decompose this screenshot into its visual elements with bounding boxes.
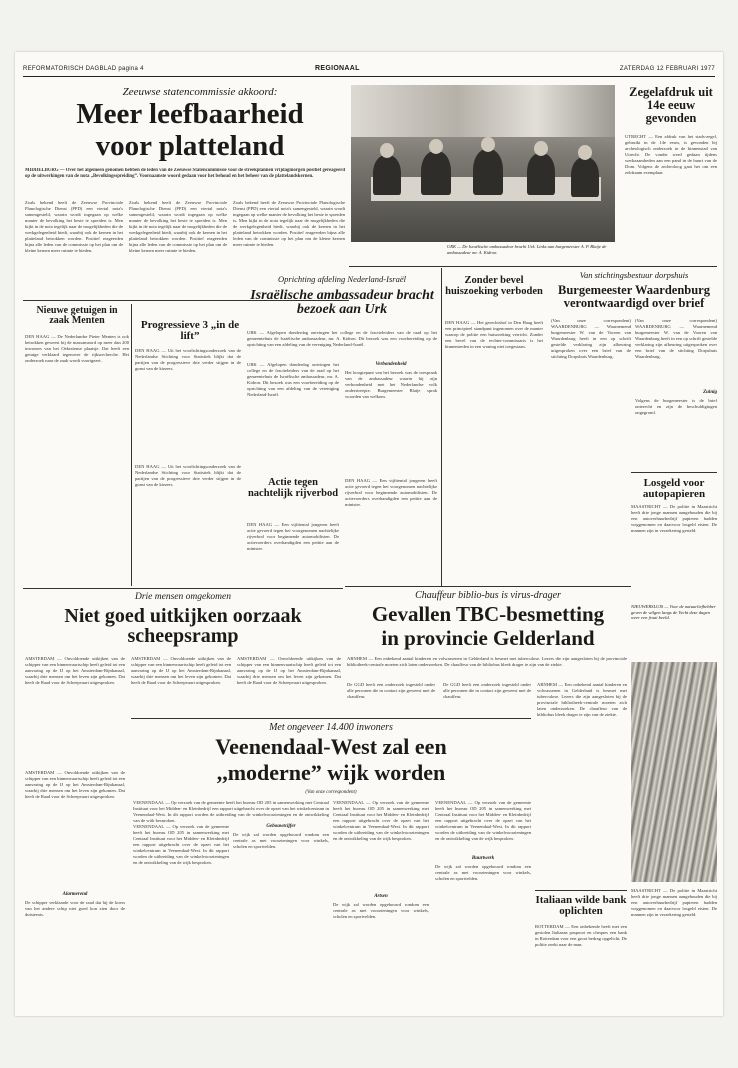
tbc-body-col1: De GGD heeft een onderzoek ingesteld onder alle personen die in contact zijn geweest met de chauffeur. — [347, 682, 435, 699]
lead-kicker: Zeeuwse statencommissie akkoord: — [122, 86, 278, 98]
lead-body-col1: Zoals bekend heeft de Zeeuwse Provinciale Planologische Dienst (PPD) een viertal nota's samengesteld, waarin wordt ingegaan op welke manier de bevolking het beste te spreiden is. Men kijkt in de nota tegelijk naar de mogelijkheden die de werkgelegenheid biedt, waarbij ook de kernen in het platteland betrokken worden. Positief reageerden bijna alle leden van de commissie op het plan om de kleine kernen meer ruimte te bieden. — [25, 200, 123, 253]
lead-intro: MIDDELBURG — Over het algemeen genomen hebben de leden van de Zeeuwse Statencommissie voor de streekplannen vrijdagmorgen positief gereageerd op de uitwerkingen van de nota „Bevolkingsspreiding”. Voornaamste woord gedaan voor het behoud en het beheer van de plattelandskernen. — [25, 168, 345, 179]
tbc-kicker: Chauffeur biblio-bus is virus-drager — [415, 590, 561, 601]
veenendaal-body-col3-end: De wijk zal worden opgebouwd rondom een centrale as met voorzieningen voor winkels, scholen en sportvelden. — [333, 902, 429, 919]
zegel-headline: Zegelafdruk uit 14e eeuw gevonden — [629, 85, 713, 125]
divider — [131, 304, 132, 586]
stichting-body-col2: (Van onze correspondent) WAARDENBURG — Waarnemend burgemeester W. van de Vooren van Waardenburg heeft in een op schrift gestelde verklaring zijn afkeuring uitgesproken over een brief van de stichting Dorpshuis Waardenburg. — [635, 318, 717, 359]
israel-body-col1: URK — Afgelopen donderdag ontvingen het college en de fractieleiders van de raad op het gemeentehuis de Israëlische ambassadeur, mr. A. Kidron. Dit bezoek was een voorbereiding op de oprichting van een afdeling van de vereniging Nederland-Israël. — [247, 362, 339, 397]
photo-person — [473, 149, 503, 195]
progressieve-headline: Progressieve 3 „in de lift” — [140, 319, 240, 343]
photo-person-head — [481, 137, 495, 152]
divider — [631, 472, 717, 473]
tbc-headline-2: in provincie Gelderland — [381, 626, 595, 650]
photo-person-head — [429, 139, 443, 154]
tbc-body-col2: De GGD heeft een onderzoek ingesteld onder alle personen die in contact zijn geweest met de chauffeur. — [443, 682, 531, 699]
photo-person — [373, 155, 401, 195]
progressieve-body-2: DEN HAAG — Uit het voorlichtingsonderzoek van de Nederlandse Stichting voor Statistiek blijkt dat de partijen van de progressieve drie verder stijgen in de gunst van de kiezers. — [135, 464, 241, 487]
photo-wall — [351, 85, 615, 137]
stichting-body-col1: (Van onze correspondent) WAARDENBURG — Waarnemend burgemeester W. van de Vooren van Waardenburg heeft in een op schrift gestelde verklaring zijn afkeuring uitgesproken over een brief van de stichting Dorpshuis Waardenburg. — [551, 318, 631, 359]
israel-headline: Israëlische ambassadeur bracht bezoek aan Urk — [250, 288, 434, 318]
israel-body: URK — Afgelopen donderdag ontvingen het college en de fractieleiders van de raad op het gemeentehuis de Israëlische ambassadeur, mr. A. Kidron. Dit bezoek was een voorbereiding op de oprichting van een afdeling van de vereniging Nederland-Israël. — [247, 330, 437, 347]
veenendaal-body-col4-end: De wijk zal worden opgebouwd rondom een centrale as met voorzieningen voor winkels, scholen en sportvelden. — [435, 864, 531, 881]
scheepsramp-sub: Alarmerend — [62, 892, 88, 897]
veenendaal-headline-1: Veenendaal-West zal een — [215, 734, 447, 759]
photo-person-head — [534, 141, 548, 156]
losgeld-body: MAASTRICHT — De politie in Maastricht heeft drie jonge mannen aangehouden die bij een autoverhuurbedrijf papieren hadden weggenomen en daarvoor losgeld eisten. De mannen zijn in verzekering gesteld. — [631, 504, 717, 533]
zonder-bevel-headline: Zonder bevel huiszoeking verboden — [445, 275, 543, 297]
divider — [345, 586, 631, 587]
scheepsramp-kicker: Drie mensen omgekomen — [134, 592, 232, 602]
meeting-photo — [351, 85, 615, 242]
scheepsramp-body-col1-end: De schipper verklaarde voor de raad dat hij de koers van het andere schip niet goed kon zien door de duisternis. — [25, 900, 125, 917]
veenendaal-sub-3: Buurtwerk — [471, 856, 495, 861]
veenendaal-sub-2: Artsen — [374, 894, 388, 899]
veenendaal-intro: VEENENDAAL — Op verzoek van de gemeente heeft het bureau OD 205 in samenwerking met Centraal Instituut voor het Midden- en Kleinbedrijf een rapport uitgebracht over de opzet van het winkelcentrum in Veenendaal-West. In dit rapport worden de uitbreiding van de winkelvoorzieningen en de ontwikkeling van de wijk besproken. — [133, 800, 329, 822]
tbc-intro: ARNHEM — Een onbekend aantal kinderen en volwassenen in Gelderland is besmet met tuberculose. Lezers die zijn aangesloten bij de provinciale bibliotheek-centrale moeten zich laten onderzoeken. De chauffeur van de bibliobus bleek drager te zijn van de ziekte. — [347, 656, 627, 667]
lead-body-col2: Zoals bekend heeft de Zeeuwse Provinciale Planologische Dienst (PPD) een viertal nota's samengesteld, waarin wordt ingegaan op welke manier de bevolking het beste te spreiden is. Men kijkt in de nota tegelijk naar de mogelijkheden die de werkgelegenheid biedt, waarbij ook de kernen in het platteland betrokken worden. Positief reageerden bijna alle leden van de commissie op het plan om de kleine kernen meer ruimte te bieden. — [129, 200, 227, 253]
divider — [441, 268, 442, 586]
scheepsramp-headline: Niet goed uitkijken oorzaak scheepsramp — [64, 605, 302, 648]
actie-body-2: DEN HAAG — Een vijftiental jongeren heeft actie gevoerd tegen het voorgenomen nachtelijke rijverbod voor beginnende automobilisten. De actievoerders overhandigden een petitie aan de minister. — [247, 522, 339, 551]
menten-body: DEN HAAG — De Nederlandse Pieter Menten is ook betrokken geweest bij de massamoord op meer dan 200 inwoners van het Oekraïense plaatsje. Dat heeft een getuige verklaard tegenover de rijksrecherche. Het onderzoek naar de zaak wordt voortgezet. — [25, 334, 129, 363]
losgeld-headline: Losgeld voor autopapieren — [642, 477, 706, 501]
italiaan-headline: Italiaan wilde bank oplichten — [535, 894, 627, 918]
photo-caption: URK — De Israëlische ambassadeur bracht Urk. Links aan burgemeester A. P. Blaije de ambassadeur mr. A. Kidron. — [447, 244, 607, 255]
divider — [131, 718, 531, 719]
willows-photo — [631, 662, 717, 882]
veenendaal-byline: (Van onze correspondent) — [305, 790, 357, 795]
scheepsramp-body-col2: AMSTERDAM — Onvoldoende uitkijken van de schipper van een binnenvaartschip heeft geleid tot een aanvaring op de IJ op het Amsterdam-Rijnkanaal, waarbij drie mensen om het leven zijn gekomen. Dat heeft de Raad voor de Scheepvaart uitgesproken. — [131, 656, 231, 685]
masthead-date: ZATERDAG 12 FEBRUARI 1977 — [619, 66, 715, 72]
photo-person-head — [578, 145, 592, 160]
scheepsramp-body-col1-cont: AMSTERDAM — Onvoldoende uitkijken van de schipper van een binnenvaartschip heeft geleid tot een aanvaring op de IJ op het Amsterdam-Rijnkanaal, waarbij drie mensen om het leven zijn gekomen. Dat heeft de Raad voor de Scheepvaart uitgesproken. — [25, 770, 125, 799]
tbc-headline-1: Gevallen TBC-besmetting — [371, 602, 605, 626]
masthead-paper: REFORMATORISCH DAGBLAD pagina 4 — [23, 66, 144, 72]
newspaper-page — [15, 52, 723, 1016]
veenendaal-headline-2: ,,moderne” wijk worden — [216, 760, 446, 785]
stichting-sub: Zuinig — [703, 390, 717, 395]
menten-headline: Nieuwe getuigen in zaak Menten — [36, 305, 118, 327]
italiaan-body: ROTTERDAM — Een onbekende heeft met een gestolen Italiaans paspoort en cheques een bank in Rotterdam voor een groot bedrag opgelicht. De politie zoekt naar de man. — [535, 924, 627, 947]
veenendaal-body-col2: De wijk zal worden opgebouwd rondom een centrale as met voorzieningen voor winkels, scholen en sportvelden. — [233, 832, 329, 849]
stichting-headline: Burgemeester Waardenburg verontwaardigd over brief — [558, 283, 710, 310]
israel-body-col2: Het hoogtepunt van het bezoek was de toespraak van de ambassadeur waarin hij zijn verbondenheid met het Nederlandse volk onderstreepte. Burgemeester Blaije sprak woorden van welkom. — [345, 370, 437, 399]
lead-headline-2: voor platteland — [95, 130, 285, 162]
stichting-body-col3: Volgens de burgemeester is de brief onterecht en zijn de beschuldigingen ongegrond. — [635, 398, 717, 415]
scheepsramp-body-col3: AMSTERDAM — Onvoldoende uitkijken van de schipper van een binnenvaartschip heeft geleid tot een aanvaring op de IJ op het Amsterdam-Rijnkanaal, waarbij drie mensen om het leven zijn gekomen. Dat heeft de Raad voor de Scheepvaart uitgesproken. — [237, 656, 341, 685]
scheepsramp-body-col1: AMSTERDAM — Onvoldoende uitkijken van de schipper van een binnenvaartschip heeft geleid tot een aanvaring op de IJ op het Amsterdam-Rijnkanaal, waarbij drie mensen om het leven zijn gekomen. Dat heeft de Raad voor de Scheepvaart uitgesproken. — [25, 656, 125, 685]
veenendaal-sub-1: Gebouwtcijfer — [266, 824, 296, 829]
israel-kicker: Oprichting afdeling Nederland-Israël — [278, 274, 406, 284]
veenendaal-kicker: Met ongeveer 14.400 inwoners — [269, 722, 393, 733]
lead-headline-1: Meer leefbaarheid — [76, 98, 304, 130]
divider — [23, 588, 343, 589]
masthead — [23, 64, 715, 77]
veenendaal-body-col3: VEENENDAAL — Op verzoek van de gemeente heeft het bureau OD 205 in samenwerking met Centraal Instituut voor het Midden- en Kleinbedrijf een rapport uitgebracht over de opzet van het winkelcentrum in Veenendaal-West. In dit rapport worden de uitbreiding van de winkelvoorzieningen en de ontwikkeling van de wijk besproken. — [333, 800, 429, 841]
tbc-body-col3: ARNHEM — Een onbekend aantal kinderen en volwassenen in Gelderland is besmet met tuberculose. Lezers die zijn aangesloten bij de provinciale bibliotheek-centrale moeten zich laten onderzoeken. De chauffeur van de bibliobus bleek drager te zijn van de ziekte. — [537, 682, 627, 717]
lead-body-col3: Zoals bekend heeft de Zeeuwse Provinciale Planologische Dienst (PPD) een viertal nota's samengesteld, waarin wordt ingegaan op welke manier de bevolking het beste te spreiden is. Men kijkt in de nota tegelijk naar de mogelijkheden die de werkgelegenheid biedt, waarbij ook de kernen in het platteland betrokken worden. Positief reageerden bijna alle leden van de commissie op het plan om de kleine kernen meer ruimte te bieden. — [233, 200, 345, 247]
photo-person — [527, 153, 555, 195]
divider — [349, 266, 717, 267]
stichting-kicker: Van stichtingsbestuur dorpshuis — [579, 270, 689, 280]
masthead-section: REGIONAAL — [315, 65, 360, 72]
photo-person — [421, 151, 451, 195]
photo-person-head — [380, 143, 394, 158]
wilgen-caption: NIEUWERSLUIS — Voor de natuurliefhebber geven de wilgen langs de Vecht deze dagen weer een fraai beeld. — [631, 604, 716, 620]
divider — [535, 890, 627, 891]
zonder-bevel-body: DEN HAAG — Het gerechtshof in Den Haag heeft een principieel standpunt ingenomen over de manier waarop de politie een huiszoeking verricht. Zonder een bevel van de rechter-commissaris is het binnentreden in een woning niet toegestaan. — [445, 320, 543, 349]
veenendaal-body-col4: VEENENDAAL — Op verzoek van de gemeente heeft het bureau OD 205 in samenwerking met Centraal Instituut voor het Midden- en Kleinbedrijf een rapport uitgebracht over de opzet van het winkelcentrum in Veenendaal-West. In dit rapport worden de uitbreiding van de winkelvoorzieningen en de ontwikkeling van de wijk besproken. — [435, 800, 531, 841]
losgeld-body-cont: MAASTRICHT — De politie in Maastricht heeft drie jonge mannen aangehouden die bij een autoverhuurbedrijf papieren hadden weggenomen en daarvoor losgeld eisten. De mannen zijn in verzekering gesteld. — [631, 888, 717, 917]
israel-sub: Verbondenheid — [375, 362, 407, 367]
veenendaal-body-col1: VEENENDAAL — Op verzoek van de gemeente heeft het bureau OD 205 in samenwerking met Centraal Instituut voor het Midden- en Kleinbedrijf een rapport uitgebracht over de opzet van het winkelcentrum in Veenendaal-West. In dit rapport worden de uitbreiding van de winkelvoorzieningen en de ontwikkeling van de wijk besproken. — [133, 824, 229, 865]
zegel-body: UTRECHT — Een afdruk van het stads-zegel, gebruikt in de 14e eeuw, is gevonden bij archeologisch onderzoek in de binnenstad van Utrecht. De vondst werd gedaan tijdens werkzaamheden aan een pand in de buurt van de Dom. Volgens de archeoloog gaat het om een zeldzaam exemplaar. — [625, 134, 717, 175]
actie-headline: Actie tegen nachtelijk rijverbod — [247, 477, 339, 499]
photo-person — [571, 157, 599, 197]
actie-body: DEN HAAG — Een vijftiental jongeren heeft actie gevoerd tegen het voorgenomen nachtelijke rijverbod voor beginnende automobilisten. De actievoerders overhandigden een petitie aan de minister. — [345, 478, 437, 507]
progressieve-body: DEN HAAG — Uit het voorlichtingsonderzoek van de Nederlandse Stichting voor Statistiek blijkt dat de partijen van de progressieve drie verder stijgen in de gunst van de kiezers. — [135, 348, 241, 371]
